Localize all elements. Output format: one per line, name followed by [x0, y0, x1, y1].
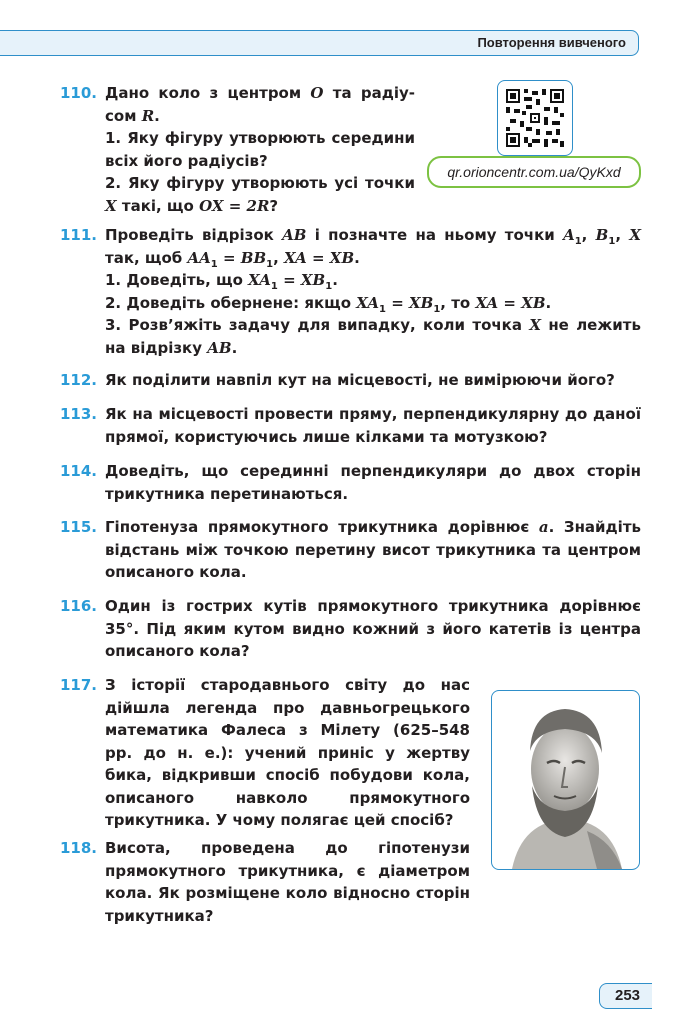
problem-text: Як поділити навпіл кут на місцевості, не вимірюючи його? [105, 371, 615, 389]
problem-number: 112. [60, 371, 98, 389]
qr-code-frame[interactable] [497, 80, 573, 156]
problem-text: Висота, проведена до гіпотенузи прямокутного трикутника, є діаметром кола. Як розміщене коло відносно сторін трикутника? [105, 839, 470, 925]
bust-image [492, 691, 639, 869]
page-number-tab [599, 983, 652, 1009]
problem-text: Доведіть, що серединні перпендикуляри до двох сторін трикутника перетинаються. [105, 462, 641, 503]
problem-text: Один із гострих кутів прямокутного трикутника дорівнює 35°. Під яким кутом видно кожний з його катетів із центра описаного кола? [105, 597, 641, 660]
problem-116 [60, 595, 641, 663]
problem-114 [60, 460, 641, 505]
problem-text: Дано коло з центром O та радіу- сом R. 1. Яку фігуру утворюють середини всіх його радіусів? 2. Яку фігуру утворюють усі точки X такі, що OX = 2R? [105, 84, 415, 215]
problem-113 [60, 403, 641, 448]
problem-number: 116. [60, 597, 98, 615]
problem-111 [60, 224, 641, 359]
qr-code-icon [506, 89, 564, 147]
page-number: 253 [615, 987, 641, 1004]
problem-text: З історії стародавнього світу до нас дійшла легенда про давньогрецького математика Фалеса з Мілету (625–548 рр. до н. е.): учений приніс у жертву бика, відкривши спосіб побудови кола, описаного навколо прямокутного трикутника. У чому полягає цей спосіб? [105, 676, 470, 829]
running-header [0, 30, 639, 56]
problem-number: 115. [60, 518, 98, 536]
problem-117 [60, 674, 470, 832]
qr-link[interactable]: qr.orioncentr.com.ua/QyKxd [427, 156, 641, 188]
problem-number: 114. [60, 462, 98, 480]
problem-115 [60, 516, 641, 584]
problem-number: 113. [60, 405, 98, 423]
problem-text: Гіпотенуза прямокутного трикутника дорівнює a. Знайдіть відстань між точкою перетину висот трикутника та центром описаного кола. [105, 518, 641, 581]
problem-110 [60, 82, 415, 217]
header-title: Повторення вивченого [477, 35, 626, 50]
problem-number: 117. [60, 676, 98, 694]
problem-text: Як на місцевості провести пряму, перпендикулярну до даної прямої, користуючись лише кілками та мотузкою? [105, 405, 641, 446]
thales-portrait [491, 690, 640, 870]
problem-number: 118. [60, 839, 98, 857]
problem-number: 110. [60, 84, 98, 102]
problem-text: Проведіть відрізок AB і позначте на ньому точки $A_1$, $B_1$, X так, щоб $AA_1 = BB_1$, XA = XB. 1. Доведіть, що $XA_1 = XB_1$. 2. Доведіть обернене: якщо $XA_1 = XB_1$, то XA = XB. 3. Розв’яжіть задачу для випадку, коли точка X не лежить на відрізку AB. [105, 226, 641, 357]
problem-number: 111. [60, 226, 98, 244]
problem-118 [60, 837, 470, 927]
problem-112 [60, 369, 641, 392]
